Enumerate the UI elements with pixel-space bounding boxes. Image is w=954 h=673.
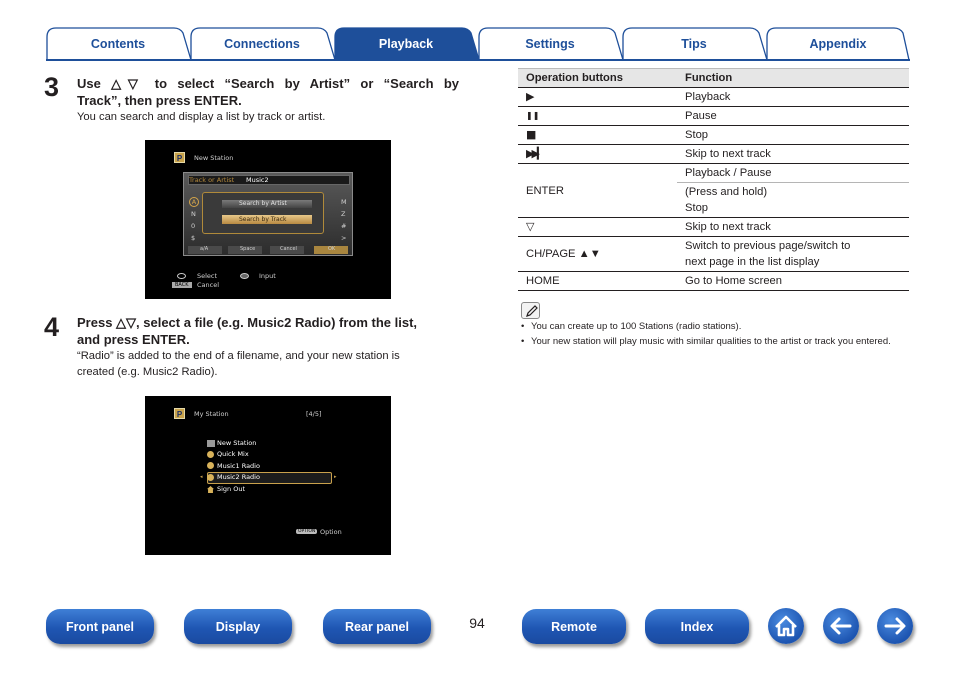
screen-my-station [145, 396, 391, 555]
function-cell: Pause [677, 107, 909, 126]
step-4-body-line2: created (e.g. Music2 Radio). [77, 366, 218, 378]
step-3-heading-line2: Track”, then press ENTER. [77, 93, 242, 108]
function-cell: Playback / Pause [677, 164, 909, 183]
index-label: Index [680, 620, 714, 634]
function-line: next page in the list display [685, 256, 820, 268]
tab-appendix-label: Appendix [809, 37, 867, 51]
table-row [518, 272, 909, 291]
stop-button-icon: ■ [518, 126, 677, 145]
skip-button-icon: ▶▶▎ [518, 145, 677, 164]
step-3-body: You can search and display a list by track or artist. [77, 111, 326, 123]
tab-playback[interactable] [334, 27, 478, 60]
key-cancel-label: Cancel [280, 246, 297, 252]
search-field-label: Track or Artist [189, 176, 235, 184]
table-row [518, 107, 909, 126]
input-hint-icon [240, 273, 249, 279]
list-item[interactable]: Quick Mix [217, 450, 249, 458]
keyboard-char-gt[interactable]: > [341, 234, 347, 242]
tab-connections[interactable] [190, 27, 334, 60]
home-button-cell: HOME [518, 272, 677, 291]
table-row [518, 145, 909, 164]
note-item: • Your new station will play music with similar qualities to the artist or track you entered. [521, 335, 911, 349]
pencil-icon [521, 302, 540, 319]
keyboard-bottom-row [188, 246, 348, 254]
option-search-by-track-label: Search by Track [239, 216, 287, 223]
right-arrow-icon: ▸ [334, 474, 337, 480]
header-operation-buttons: Operation buttons [518, 69, 677, 88]
tab-settings-label: Settings [525, 37, 575, 51]
list-item-selected[interactable]: Music2 Radio [217, 473, 260, 481]
function-cell: Skip to next track [677, 145, 909, 164]
table-row [518, 126, 909, 145]
step-3-number: 3 [44, 72, 60, 102]
function-cell: Skip to next track [677, 218, 909, 237]
option-search-by-artist-label: Search by Artist [239, 200, 287, 207]
keyboard-char-dollar[interactable]: $ [191, 234, 196, 242]
list-item[interactable]: Sign Out [217, 485, 246, 493]
table-row [518, 164, 909, 183]
function-line: Switch to previous page/switch to [685, 240, 851, 252]
front-panel-label: Front panel [65, 620, 135, 634]
option-label: Option [320, 528, 342, 536]
hint-input: Input [259, 272, 276, 280]
rear-panel-button[interactable] [323, 609, 431, 644]
back-key-icon: BACK [172, 282, 192, 288]
pandora-badge: P [174, 408, 185, 419]
screen-new-station [145, 140, 391, 299]
notes-list [521, 320, 911, 350]
step-4-number: 4 [44, 312, 60, 342]
home-glyph [768, 608, 804, 644]
tab-appendix[interactable] [766, 27, 910, 60]
table-row [518, 88, 909, 107]
keyboard-char-N[interactable]: N [191, 210, 196, 218]
home-icon[interactable] [768, 608, 804, 644]
tab-contents[interactable] [46, 27, 190, 60]
forward-arrow-glyph [877, 608, 913, 644]
key-case-label: a/A [200, 246, 209, 252]
chpage-button-cell: CH/PAGE ▲▼ [518, 237, 677, 272]
display-label: Display [215, 620, 261, 634]
keyboard-char-hash[interactable]: # [341, 222, 347, 230]
note-item: • You can create up to 100 Stations (radio stations). [521, 320, 911, 334]
table-header-row [518, 69, 909, 88]
index-button[interactable] [645, 609, 749, 644]
option-key-icon: OPTION [298, 529, 316, 534]
keyboard-char-Z[interactable]: Z [341, 210, 346, 218]
function-cell-multiline [677, 237, 909, 272]
play-button-icon: ▶ [518, 88, 677, 107]
rear-panel-label: Rear panel [345, 620, 409, 634]
keyboard-char-A[interactable]: A [189, 197, 199, 207]
list-item[interactable]: Music1 Radio [217, 462, 260, 470]
key-ok-label: OK [328, 246, 336, 252]
tab-underline [46, 59, 910, 61]
function-line: Stop [685, 202, 709, 214]
function-cell: Playback [677, 88, 909, 107]
tab-tips[interactable] [622, 27, 766, 60]
left-arrow-icon: ◂ [200, 474, 203, 480]
enter-button-cell: ENTER [518, 164, 677, 218]
key-space-label: Space [240, 246, 256, 252]
station-icon [207, 474, 214, 481]
tab-settings[interactable] [478, 27, 622, 60]
forward-arrow-icon[interactable] [877, 608, 913, 644]
tab-connections-label: Connections [224, 37, 300, 51]
step-4-body-line1: “Radio” is added to the end of a filename, and your new station is [77, 350, 400, 362]
screen-title: New Station [194, 154, 234, 162]
step-4-heading-line2: and press ENTER. [77, 332, 190, 347]
top-tab-bar [46, 27, 910, 61]
remote-button[interactable] [522, 609, 626, 644]
operation-table [518, 68, 909, 291]
step-3-heading-line1: Use △▽ to select “Search by Artist” or “Search by [77, 76, 459, 91]
page-indicator: [4/5] [306, 410, 322, 418]
page-number: 94 [469, 615, 485, 631]
table-row [518, 218, 909, 237]
keyboard-char-0[interactable]: 0 [191, 222, 196, 230]
down-button-icon: ▽ [518, 218, 677, 237]
station-icon [207, 451, 214, 458]
search-field-value: Music2 [246, 176, 269, 184]
back-arrow-glyph [823, 608, 859, 644]
pandora-badge: P [174, 152, 185, 163]
display-button[interactable] [184, 609, 292, 644]
tab-playback-label: Playback [378, 37, 434, 51]
tab-contents-label: Contents [90, 37, 146, 51]
new-station-icon [207, 440, 215, 447]
header-function: Function [677, 69, 909, 88]
search-type-popup [202, 192, 324, 234]
hint-select: Select [197, 272, 218, 280]
function-cell: Go to Home screen [677, 272, 909, 291]
function-cell: Stop [677, 126, 909, 145]
remote-label: Remote [551, 620, 597, 634]
list-item[interactable]: New Station [217, 439, 257, 447]
pause-button-icon: ❚❚ [518, 107, 677, 126]
station-icon [207, 462, 214, 469]
tab-tips-label: Tips [681, 37, 707, 51]
step-4-heading-line1: Press △▽, select a file (e.g. Music2 Radio) from the list, [77, 315, 418, 330]
select-hint-icon [177, 273, 186, 279]
back-arrow-icon[interactable] [823, 608, 859, 644]
table-row [518, 237, 909, 272]
hint-cancel: Cancel [197, 281, 220, 289]
home-icon [207, 486, 214, 493]
function-line: (Press and hold) [685, 186, 768, 198]
pencil-glyph [522, 303, 541, 320]
front-panel-button[interactable] [46, 609, 154, 644]
keyboard-char-M[interactable]: M [341, 198, 347, 206]
function-cell-multiline [677, 183, 909, 218]
screen-title: My Station [194, 410, 229, 418]
